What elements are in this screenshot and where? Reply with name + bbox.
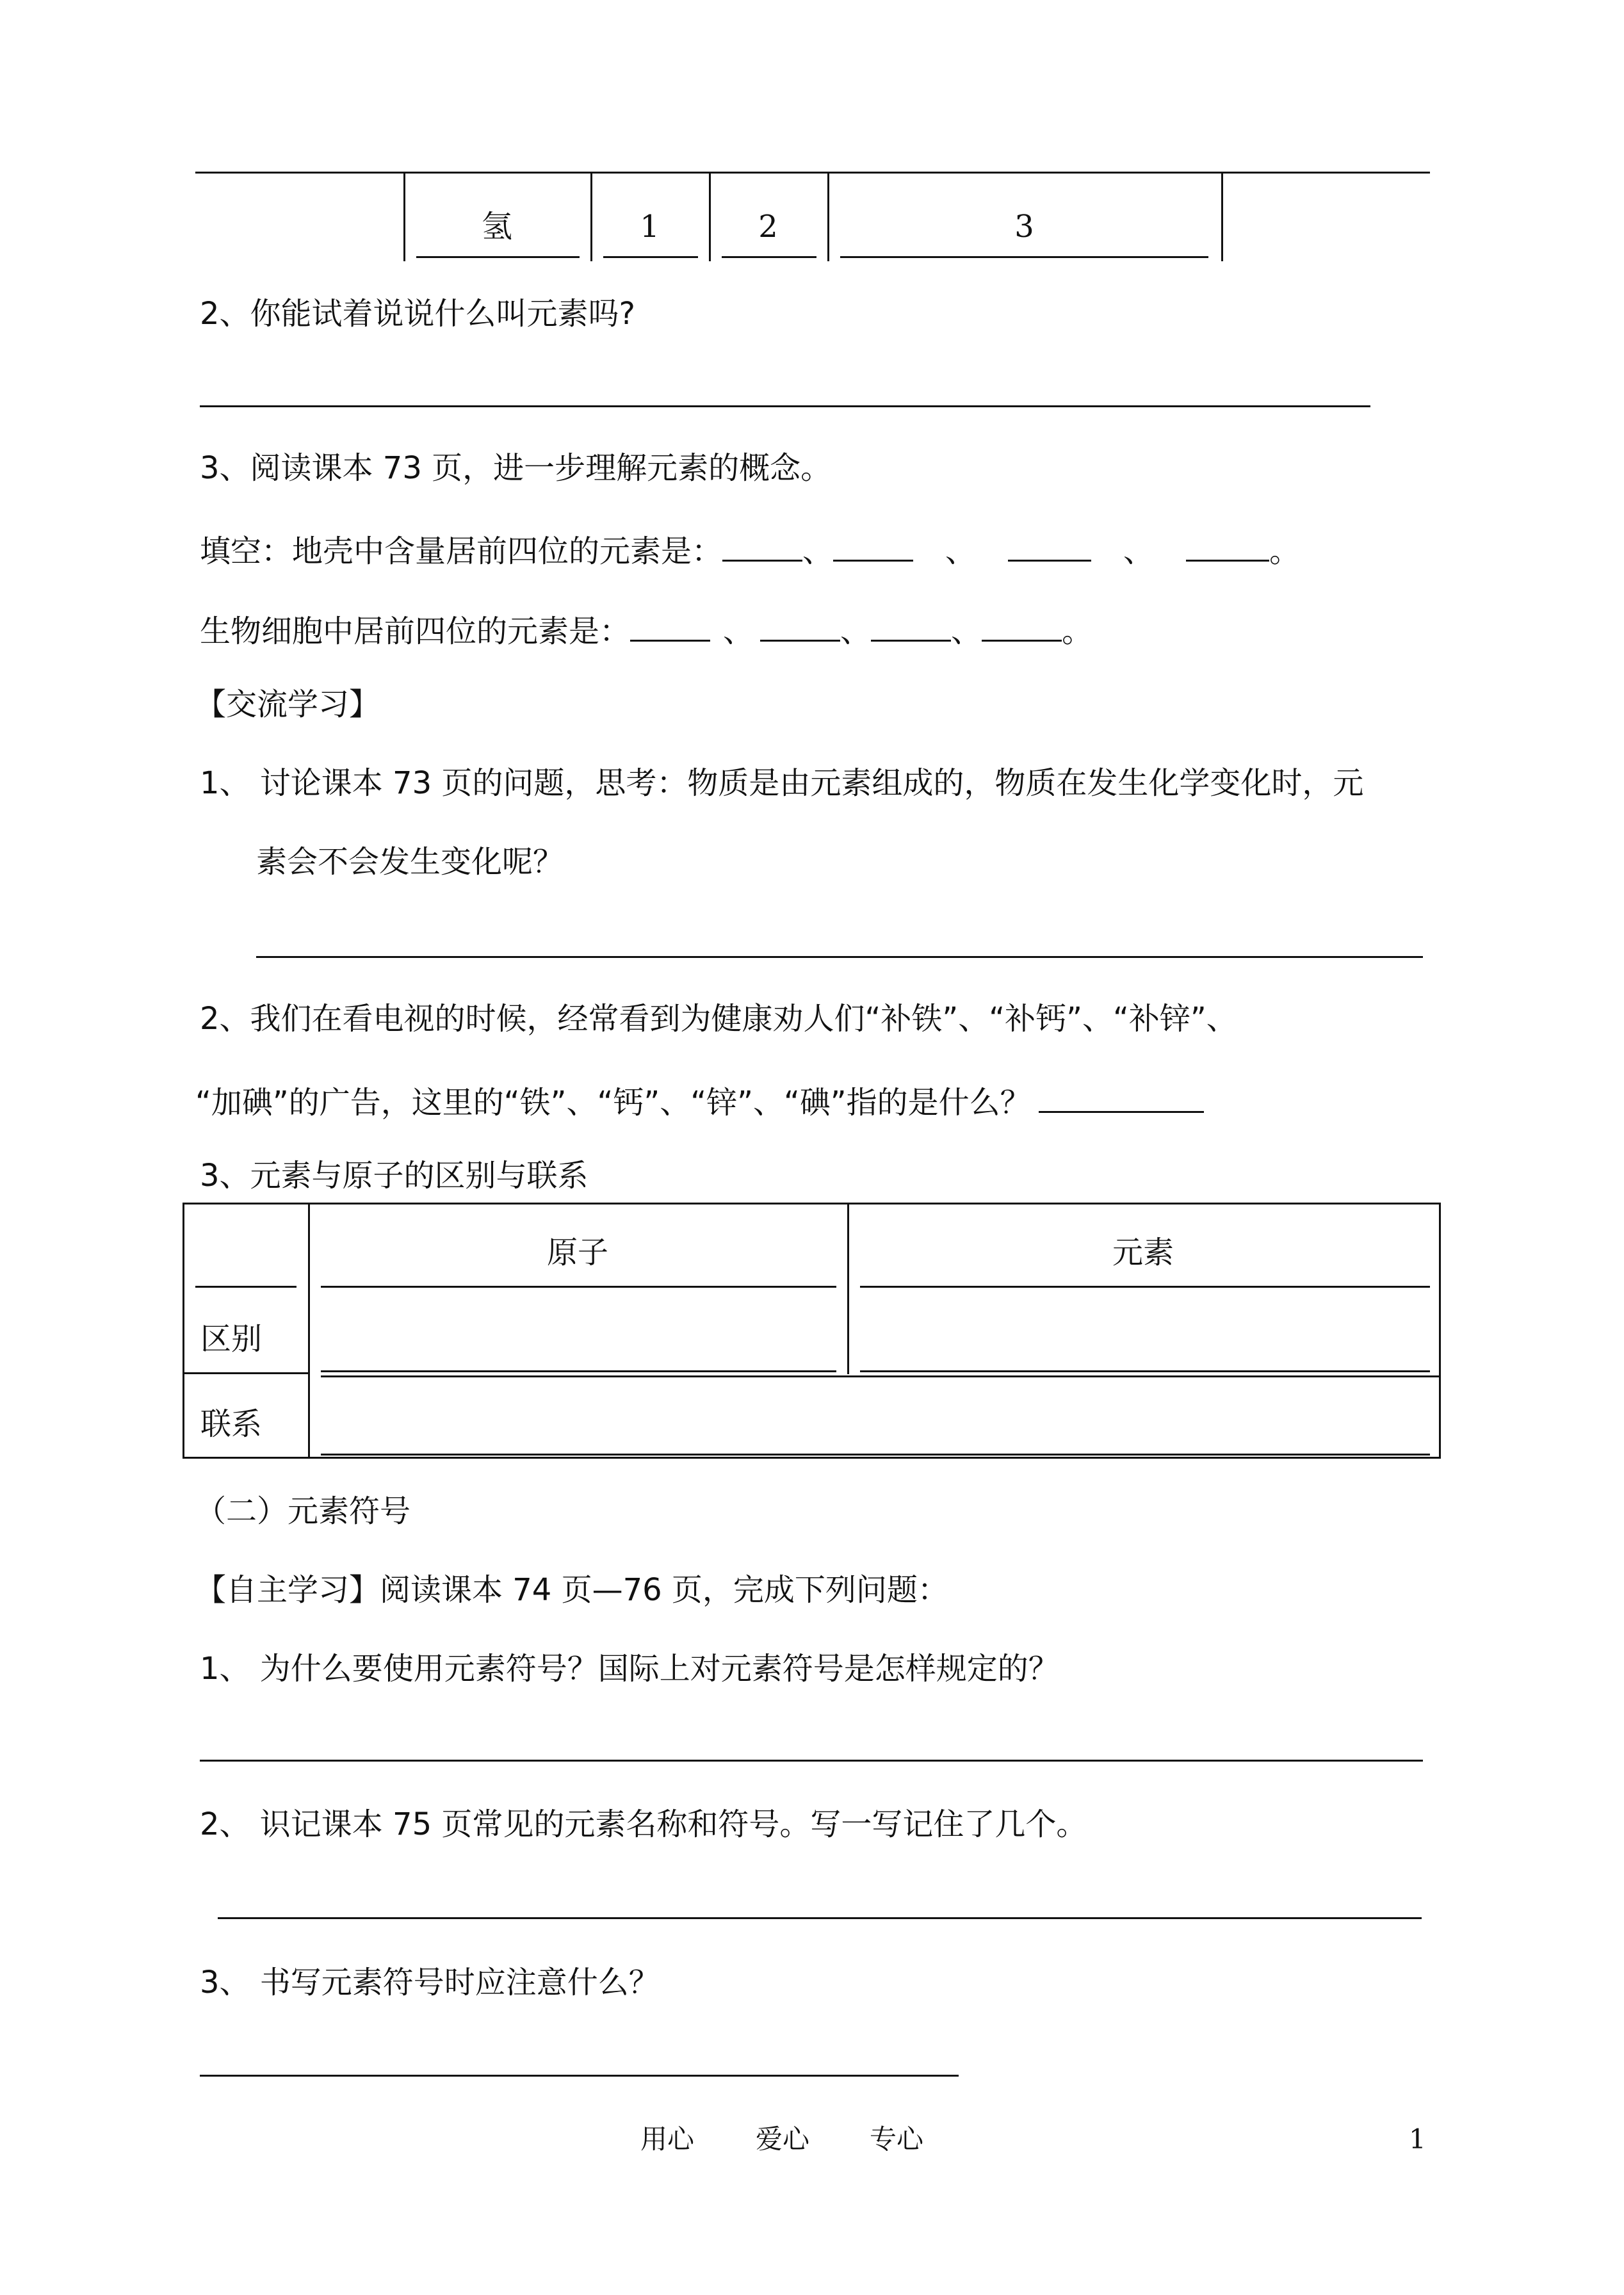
blank-crust-2[interactable] (833, 530, 913, 562)
page-number: 1 (1409, 2123, 1426, 2155)
question-3: 3、阅读课本 73 页，进一步理解元素的概念。 (200, 450, 832, 486)
blank-crust-3[interactable] (1008, 530, 1091, 562)
row-label-difference: 区别 (200, 1321, 263, 1357)
answer-blank-ex2[interactable] (1039, 1082, 1204, 1113)
symbol-question-2: 2、 识记课本 75 页常见的元素名称和符号。写一写记住了几个。 (200, 1806, 1087, 1842)
blank-cell-2[interactable] (760, 610, 840, 642)
footer-motto-2: 爱心 (756, 2123, 810, 2155)
cell-value-1: 1 (640, 209, 660, 245)
section-symbol-heading: （二）元素符号 (195, 1493, 411, 1529)
answer-line-s2[interactable] (218, 1917, 1422, 1919)
atom-element-table (183, 1203, 1441, 1459)
answer-line-s3[interactable] (200, 2075, 959, 2077)
cell-atom-difference[interactable] (321, 1292, 836, 1368)
symbol-question-3: 3、 书写元素符号时应注意什么？ (200, 1965, 660, 2000)
cell-value-2: 2 (758, 209, 778, 245)
cell-element-name: 氢 (481, 209, 512, 245)
cell-element-difference[interactable] (860, 1292, 1430, 1368)
blank-cell-1[interactable] (630, 610, 710, 642)
answer-line-q2[interactable] (200, 405, 1370, 407)
answer-line-s1[interactable] (200, 1760, 1423, 1762)
footer-motto-1: 用心 (640, 2123, 695, 2155)
blank-crust-4[interactable] (1186, 530, 1269, 562)
fill-cell-elements: 生物细胞中居前四位的元素是： 、 、 、 。 (200, 610, 1092, 649)
exchange-question-2-line2: “加碘”的广告，这里的“铁”、“钙”、“锌”、“碘”指的是什么？ (195, 1082, 1204, 1121)
header-atom: 原子 (546, 1235, 608, 1270)
answer-line-ex1[interactable] (256, 956, 1423, 958)
section-exchange-heading: 【交流学习】 (195, 686, 380, 722)
self-study-heading: 【自主学习】阅读课本 74 页—76 页，完成下列问题： (195, 1572, 948, 1608)
blank-cell-4[interactable] (982, 610, 1062, 642)
header-element: 元素 (1112, 1235, 1174, 1270)
symbol-question-1: 1、 为什么要使用元素符号？国际上对元素符号是怎样规定的？ (200, 1651, 1059, 1687)
blank-cell-3[interactable] (871, 610, 951, 642)
fill-crust-prefix: 填空：地壳中含量居前四位的元素是： (200, 533, 723, 569)
question-2: 2、你能试着说说什么叫元素吗? (200, 296, 636, 332)
exchange-question-1-line2: 素会不会发生变化呢？ (256, 844, 564, 880)
cell-value-3: 3 (1014, 209, 1034, 245)
footer-motto-3: 专心 (870, 2123, 924, 2155)
exchange-question-3: 3、元素与原子的区别与联系 (200, 1158, 589, 1194)
exchange-question-1-line1: 1、 讨论课本 73 页的问题，思考：物质是由元素组成的，物质在发生化学变化时，元 (200, 765, 1364, 801)
exchange-question-2-line1: 2、我们在看电视的时候，经常看到为健康劝人们“补铁”、“补钙”、“补锌”、 (200, 1001, 1237, 1037)
hydrogen-table (403, 172, 1223, 261)
cell-connection[interactable] (321, 1379, 1430, 1451)
fill-crust-elements: 填空：地壳中含量居前四位的元素是： 、 、 、 。 (200, 530, 1300, 569)
blank-crust-1[interactable] (722, 530, 802, 562)
row-label-connection: 联系 (200, 1406, 263, 1442)
fill-cell-prefix: 生物细胞中居前四位的元素是： (200, 613, 631, 649)
